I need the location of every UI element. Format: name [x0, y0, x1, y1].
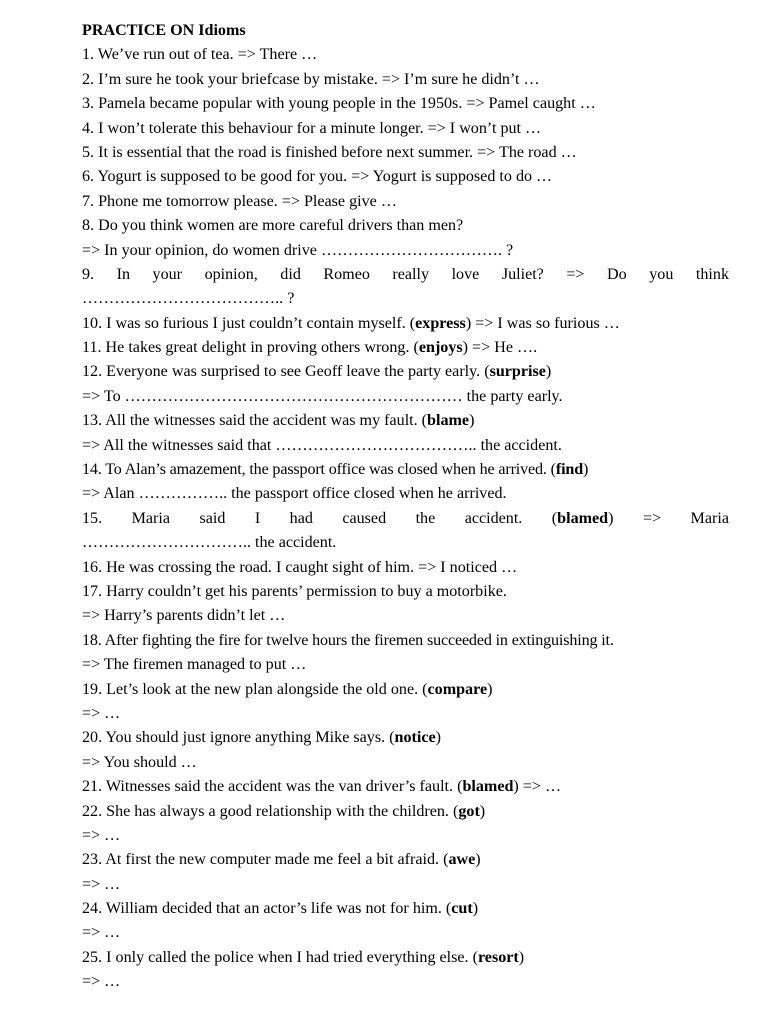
exercise-11-keyword: enjoys: [418, 339, 463, 357]
exercise-10-text: 10. I was so furious I just couldn’t contain myself. (: [82, 314, 416, 332]
exercise-11-rest: ) => He ….: [462, 339, 538, 357]
exercise-6: 6. Yogurt is supposed to be good for you. => Yogurt is supposed to do …: [82, 168, 553, 186]
exercise-7: 7. Phone me tomorrow please. => Please give …: [82, 192, 397, 210]
exercise-11: [82, 336, 729, 360]
exercise-24-prompt: [82, 897, 729, 921]
exercise-17-answer: => Harry’s parents didn’t let …: [82, 607, 286, 625]
exercise-21-text: 21. Witnesses said the accident was the van driver’s fault. (: [82, 778, 463, 796]
exercise-12-rest: ): [545, 363, 552, 381]
exercise-13-answer: => All the witnesses said that ……………………………….. the accident.: [82, 436, 562, 454]
exercise-13-prompt: [82, 409, 729, 433]
exercise-5: 5. It is essential that the road is finished before next summer. => The road …: [82, 143, 577, 161]
exercise-13-rest: ): [469, 412, 475, 430]
exercise-12-text: 12. Everyone was surprised to see Geoff leave the party early. (: [82, 363, 490, 381]
exercise-10-keyword: express: [415, 314, 466, 332]
exercise-22-rest: ): [479, 802, 486, 820]
exercise-25-rest: ): [518, 948, 525, 966]
exercise-22-prompt: [82, 800, 729, 824]
exercise-23-prompt: [82, 848, 729, 872]
exercise-19-keyword: compare: [427, 680, 488, 698]
exercise-8-prompt: 8. Do you think women are more careful drivers than men?: [82, 217, 464, 235]
exercise-12-answer: => To ……………………………………………………… the party early.: [82, 387, 563, 405]
exercise-22-answer: => …: [82, 826, 121, 844]
exercise-21-rest: ) => …: [513, 778, 562, 796]
exercise-12-prompt: [82, 360, 729, 384]
exercise-20-text: 20. You should just ignore anything Mike says. (: [82, 729, 395, 747]
exercise-19-answer: => …: [82, 704, 121, 722]
exercise-3: 3. Pamela became popular with young people in the 1950s. => Pamel caught …: [82, 95, 596, 113]
exercise-20-answer: => You should …: [82, 753, 197, 771]
exercise-22-text: 22. She has always a good relationship with the children. (: [82, 802, 459, 820]
exercise-25-answer: => …: [82, 973, 121, 991]
exercise-11-text: 11. He takes great delight in proving others wrong. (: [82, 339, 419, 357]
exercise-21: [82, 775, 729, 799]
exercise-9-answer: ……………………………….. ?: [82, 290, 295, 308]
exercise-20-prompt: [82, 726, 729, 750]
exercise-12-keyword: surprise: [489, 363, 546, 381]
exercise-10-rest: ) => I was so furious …: [465, 314, 620, 332]
exercise-15-text: 15. Maria said I had caused the accident. (: [82, 509, 558, 527]
exercise-15-prompt: [82, 507, 729, 531]
exercise-24-rest: ): [472, 900, 479, 918]
exercise-23-rest: ): [475, 851, 481, 869]
exercise-20-keyword: notice: [394, 729, 436, 747]
exercise-24-keyword: cut: [451, 900, 473, 918]
worksheet-title: PRACTICE ON Idioms: [82, 22, 246, 39]
exercise-14-answer: => Alan …………….. the passport office closed when he arrived.: [82, 485, 507, 503]
exercise-24-text: 24. William decided that an actor’s life was not for him. (: [82, 900, 452, 918]
worksheet-page: [82, 19, 729, 995]
exercise-19-rest: ): [487, 680, 493, 698]
exercise-9-prompt: 9. In your opinion, did Romeo really love Juliet? => Do you think: [82, 265, 729, 283]
exercise-20-rest: ): [435, 729, 441, 747]
exercise-2: 2. I’m sure he took your briefcase by mistake. => I’m sure he didn’t …: [82, 70, 540, 88]
exercise-14-prompt: [82, 458, 729, 482]
exercise-22-keyword: got: [458, 802, 480, 820]
exercise-18-answer: => The firemen managed to put …: [82, 656, 307, 674]
exercise-13-keyword: blame: [427, 412, 470, 430]
exercise-25-keyword: resort: [477, 948, 519, 966]
exercise-15-keyword: blamed: [557, 509, 609, 527]
exercise-14-rest: ): [583, 461, 589, 479]
exercise-23-text: 23. At first the new computer made me feel a bit afraid. (: [82, 851, 449, 869]
exercise-23-keyword: awe: [448, 851, 476, 869]
exercise-14-text: 14. To Alan’s amazement, the passport office was closed when he arrived. (: [82, 461, 556, 479]
exercise-15-answer: ………………………….. the accident.: [82, 534, 337, 552]
exercise-18-prompt: 18. After fighting the fire for twelve hours the firemen succeeded in extinguishing it.: [82, 631, 614, 649]
exercise-14-keyword: find: [555, 461, 584, 479]
exercise-25-prompt: [82, 946, 729, 970]
exercise-4: 4. I won’t tolerate this behaviour for a minute longer. => I won’t put …: [82, 119, 542, 137]
exercise-25-text: 25. I only called the police when I had tried everything else. (: [82, 948, 478, 966]
exercise-24-answer: => …: [82, 924, 121, 942]
exercise-8-answer: => In your opinion, do women drive ……………………………. ?: [82, 241, 514, 259]
exercise-13-text: 13. All the witnesses said the accident was my fault. (: [82, 412, 428, 430]
exercise-1: 1. We’ve run out of tea. => There …: [82, 46, 318, 64]
exercise-17-prompt: 17. Harry couldn’t get his parents’ permission to buy a motorbike.: [82, 582, 507, 600]
exercise-16: 16. He was crossing the road. I caught sight of him. => I noticed …: [82, 558, 518, 576]
exercise-10: [82, 312, 729, 336]
exercise-19-prompt: [82, 678, 729, 702]
exercise-19-text: 19. Let’s look at the new plan alongside the old one. (: [82, 680, 428, 698]
exercise-15-rest: ) => Maria: [608, 509, 729, 527]
exercise-21-keyword: blamed: [462, 778, 514, 796]
exercise-23-answer: => …: [82, 875, 121, 893]
